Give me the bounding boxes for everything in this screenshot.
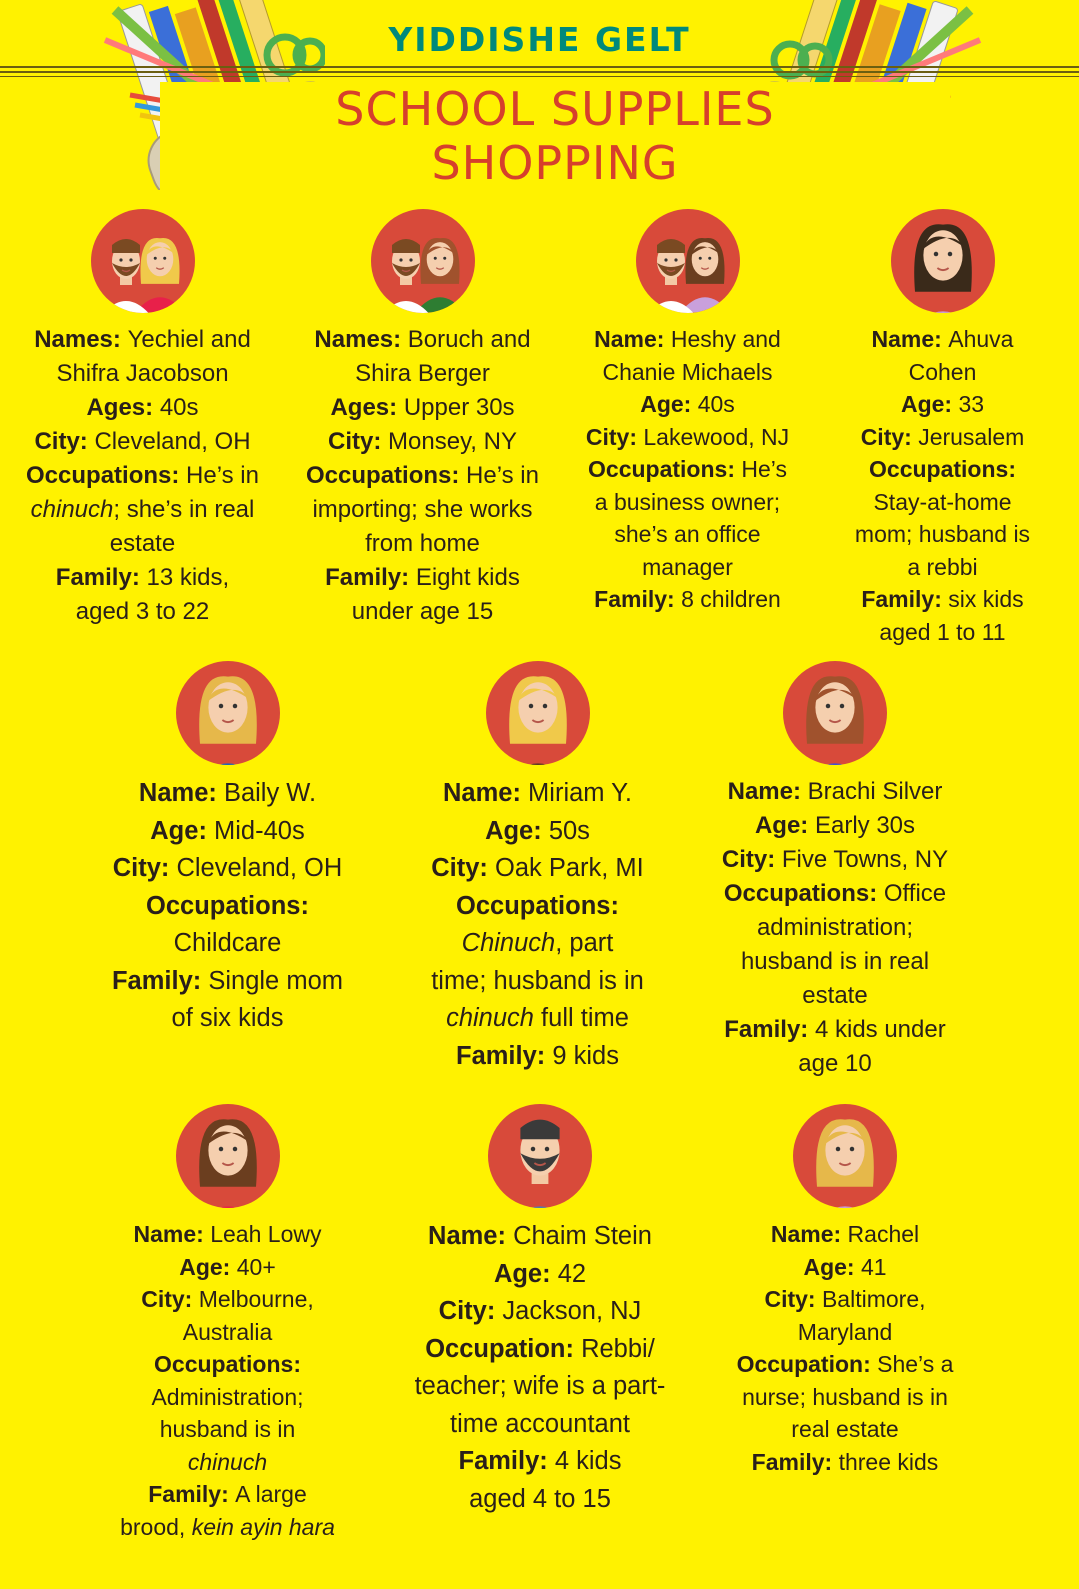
field-value: age 10 [798, 1050, 872, 1077]
field-label: Age: [640, 391, 698, 417]
field-value: Early 30s [814, 812, 916, 839]
profile-line [390, 1331, 690, 1369]
profile-line [290, 323, 555, 357]
couple-avatar-icon [370, 205, 476, 317]
field-value: estate [109, 530, 176, 557]
profile-card [390, 1100, 690, 1518]
field-value: Maryland [797, 1318, 893, 1345]
field-value: Australia [182, 1318, 273, 1345]
field-value: Eight kids [415, 564, 520, 591]
field-label: Age: [900, 391, 959, 417]
field-value: Shira Berger [355, 360, 490, 387]
profile-details [100, 1218, 355, 1543]
field-value: three kids [838, 1448, 939, 1475]
field-value: ; she’s in real [113, 496, 255, 523]
field-value: she’s an office [614, 521, 761, 547]
field-value: 40s [697, 391, 735, 417]
profile-line [90, 963, 365, 1001]
field-label: Name: [770, 1221, 848, 1247]
field-value: Brachi Silver [807, 778, 943, 805]
field-label: Family: [111, 966, 209, 995]
profile-card [90, 657, 365, 1038]
field-value: a rebbi [907, 553, 978, 580]
field-label: Occupations: [456, 891, 619, 920]
field-label: Family: [55, 564, 147, 591]
woman-avatar-icon [175, 1100, 281, 1212]
field-label: City: [860, 423, 919, 450]
field-label: City: [585, 423, 644, 450]
profile-line [90, 925, 365, 963]
profile-line [710, 1348, 980, 1381]
profile-details [90, 775, 365, 1038]
field-label: Occupations: [869, 456, 1016, 482]
profile-line [710, 1218, 980, 1251]
field-value: Melbourne, [198, 1286, 314, 1312]
field-value: Five Towns, NY [781, 846, 949, 873]
profile-line [825, 323, 1060, 356]
field-value: Cleveland, OH [176, 854, 343, 882]
profile-card [570, 205, 805, 616]
profile-line [825, 486, 1060, 519]
field-value: Cohen [908, 358, 977, 385]
profile-line [570, 551, 805, 584]
profile-line [825, 453, 1060, 486]
field-label: City: [112, 854, 177, 882]
field-value: aged 1 to 11 [879, 618, 1006, 645]
field-label: Family: [458, 1447, 555, 1475]
field-value: manager [642, 553, 733, 580]
profile-line [10, 357, 275, 391]
field-value: Jackson, NJ [502, 1297, 642, 1325]
field-label: Age: [493, 1259, 558, 1288]
field-value: husband is in [159, 1416, 296, 1442]
field-value: Rachel [847, 1221, 920, 1247]
profile-line [700, 775, 970, 809]
profile-details [710, 1218, 980, 1478]
profile-line [90, 1000, 365, 1038]
field-value: from home [365, 530, 480, 557]
profile-details [10, 323, 275, 629]
field-label: City: [431, 854, 495, 882]
field-value: 40+ [236, 1253, 276, 1280]
field-value: Leah Lowy [210, 1221, 322, 1247]
field-value: Boruch and [407, 326, 531, 353]
field-label: Occupations: [723, 880, 884, 907]
profile-line [100, 1316, 355, 1349]
field-value: husband is in real [740, 948, 930, 975]
field-value: Jerusalem [918, 423, 1025, 450]
field-label: Family: [148, 1481, 236, 1507]
field-value: Chanie Michaels [602, 358, 773, 385]
profile-line [390, 1443, 690, 1481]
profile-line [290, 595, 555, 629]
field-label: Occupations: [26, 462, 187, 489]
field-value-italic: chinuch [446, 1004, 534, 1032]
profile-line [710, 1381, 980, 1414]
profile-line [390, 1293, 690, 1331]
field-value: 33 [958, 391, 985, 417]
profile-line [90, 775, 365, 813]
field-value: Mid-40s [214, 816, 305, 845]
field-value: 4 kids under [814, 1016, 946, 1043]
woman-avatar-icon [890, 205, 996, 317]
profile-line [700, 979, 970, 1013]
profile-line [100, 1511, 355, 1544]
profile-line [100, 1478, 355, 1511]
profile-line [100, 1381, 355, 1414]
profile-details [390, 1218, 690, 1518]
field-value: six kids [948, 586, 1024, 612]
field-value: Miriam Y. [528, 779, 632, 807]
profile-line [100, 1413, 355, 1446]
woman-avatar-icon [175, 657, 281, 769]
field-value: Ahuva [948, 326, 1014, 352]
profile-line [290, 425, 555, 459]
profile-line [400, 925, 675, 963]
profile-line [290, 527, 555, 561]
field-value: Administration; [151, 1383, 304, 1410]
field-label: Occupations: [154, 1351, 301, 1377]
field-value: Chaim Stein [513, 1222, 652, 1250]
profile-line [290, 357, 555, 391]
field-label: Family: [456, 1041, 553, 1070]
profile-line [570, 388, 805, 421]
profile-card [710, 1100, 980, 1478]
field-value: 9 kids [552, 1041, 619, 1070]
field-value: 42 [557, 1259, 587, 1288]
profile-line [710, 1446, 980, 1479]
profile-line [700, 1013, 970, 1047]
profile-line [290, 391, 555, 425]
profile-card [400, 657, 675, 1075]
field-value: Cleveland, OH [94, 428, 251, 455]
header-rule [0, 71, 1079, 73]
profile-line [825, 518, 1060, 551]
profile-line [700, 843, 970, 877]
profile-line [570, 323, 805, 356]
profile-line [10, 595, 275, 629]
profile-line [100, 1218, 355, 1251]
field-value: He’s in [466, 462, 539, 489]
profile-line [390, 1481, 690, 1519]
profile-card [10, 205, 275, 629]
field-value: of six kids [171, 1004, 284, 1032]
profile-line [90, 888, 365, 926]
profile-line [570, 583, 805, 616]
field-value: under age 15 [351, 598, 494, 625]
field-label: Names: [34, 326, 128, 353]
field-value: brood, [120, 1513, 192, 1540]
profile-line [710, 1316, 980, 1349]
field-label: City: [438, 1297, 503, 1325]
man-avatar-icon [487, 1100, 593, 1212]
profile-line [400, 963, 675, 1001]
profile-line [10, 493, 275, 527]
field-value: time; husband is in [431, 966, 644, 995]
profile-line [390, 1368, 690, 1406]
field-value: 40s [159, 394, 199, 421]
profile-line [825, 583, 1060, 616]
field-value: Heshy and [670, 326, 781, 352]
header-rule [0, 76, 1079, 77]
field-value: Office [883, 880, 947, 907]
profile-line [290, 561, 555, 595]
field-value-italic: kein ayin hara [191, 1513, 335, 1540]
field-value: Baily W. [223, 779, 317, 807]
profile-details [570, 323, 805, 616]
field-value: Lakewood, NJ [643, 423, 790, 450]
field-label: City: [328, 428, 389, 455]
profile-line [10, 459, 275, 493]
field-label: City: [141, 1286, 199, 1312]
profile-line [10, 527, 275, 561]
field-label: City: [34, 428, 95, 455]
field-value: Childcare [173, 929, 282, 957]
field-value: Monsey, NY [388, 428, 517, 455]
field-label: Name: [594, 326, 671, 352]
field-value: 41 [860, 1253, 887, 1280]
profile-line [400, 888, 675, 926]
field-value: Shifra Jacobson [56, 360, 229, 387]
profile-line [290, 493, 555, 527]
section-kicker: YIDDISHE GELT [388, 20, 691, 59]
field-value: administration; [756, 914, 914, 941]
field-label: Occupation: [736, 1351, 878, 1377]
field-label: Occupations: [588, 456, 742, 482]
field-value-italic: Chinuch [461, 929, 556, 957]
page-title [160, 82, 950, 190]
profile-line [100, 1348, 355, 1381]
profile-line [390, 1218, 690, 1256]
profile-line [400, 850, 675, 888]
profile-line [100, 1251, 355, 1284]
field-value: importing; she works [312, 496, 533, 523]
field-label: Age: [803, 1253, 861, 1280]
field-value: full time [533, 1004, 629, 1032]
field-value-italic: chinuch [187, 1448, 268, 1475]
woman-avatar-icon [792, 1100, 898, 1212]
field-label: Family: [751, 1448, 839, 1475]
profile-line [90, 850, 365, 888]
profile-card [825, 205, 1060, 648]
profile-line [825, 388, 1060, 421]
profile-card [100, 1100, 355, 1543]
profile-line [700, 809, 970, 843]
field-label: Ages: [86, 394, 160, 421]
field-value: Yechiel and [127, 326, 251, 353]
couple-avatar-icon [635, 205, 741, 317]
header [0, 0, 1079, 200]
field-label: City: [764, 1286, 822, 1312]
field-value: a business owner; [594, 488, 781, 515]
field-value: Single mom [208, 966, 343, 995]
profile-line [570, 518, 805, 551]
field-value: aged 4 to 15 [469, 1484, 611, 1513]
field-value: A large [235, 1481, 307, 1507]
field-label: Age: [485, 816, 549, 845]
profile-line [400, 1038, 675, 1076]
field-value: Stay-at-home [873, 488, 1012, 515]
profile-line [10, 561, 275, 595]
title-line: SHOPPING [431, 136, 679, 190]
profile-line [100, 1283, 355, 1316]
profile-line [710, 1251, 980, 1284]
profile-details [400, 775, 675, 1075]
profile-line [10, 425, 275, 459]
field-label: Occupations: [306, 462, 467, 489]
field-value-italic: chinuch [30, 496, 114, 523]
field-value: She’s a [877, 1351, 954, 1377]
field-label: Name: [428, 1222, 514, 1250]
field-value: nurse; husband is in [742, 1383, 948, 1410]
woman-avatar-icon [782, 657, 888, 769]
field-value: Baltimore, [821, 1286, 926, 1312]
profile-details [700, 775, 970, 1081]
field-value: 8 children [681, 586, 781, 612]
field-label: Name: [443, 779, 529, 807]
field-label: Name: [138, 779, 224, 807]
profile-line [825, 356, 1060, 389]
field-label: Age: [754, 812, 815, 839]
field-label: Name: [727, 778, 808, 805]
profile-line [10, 323, 275, 357]
profile-line [700, 911, 970, 945]
field-label: City: [721, 846, 782, 873]
field-value: He’s in [186, 462, 259, 489]
profile-line [400, 775, 675, 813]
field-label: Name: [133, 1221, 211, 1247]
title-line: SCHOOL SUPPLIES [335, 82, 775, 136]
profile-line [390, 1406, 690, 1444]
field-label: Occupations: [146, 891, 309, 920]
profile-line [700, 1047, 970, 1081]
field-label: Names: [314, 326, 408, 353]
field-label: Age: [150, 816, 215, 845]
profile-line [825, 616, 1060, 649]
field-value: Rebbi/ [581, 1334, 655, 1363]
profile-line [390, 1256, 690, 1294]
profile-details [290, 323, 555, 629]
field-value: Oak Park, MI [494, 854, 644, 882]
field-value: time accountant [449, 1409, 631, 1438]
field-label: Ages: [330, 394, 404, 421]
field-label: Age: [179, 1253, 237, 1280]
profile-line [570, 453, 805, 486]
profile-line [90, 813, 365, 851]
header-rule [0, 66, 1079, 68]
field-value: He’s [741, 456, 787, 482]
field-value: 50s [548, 816, 590, 845]
field-label: Name: [871, 326, 949, 352]
profile-line [10, 391, 275, 425]
profile-line [710, 1283, 980, 1316]
field-value: real estate [791, 1416, 899, 1442]
field-value: mom; husband is [854, 521, 1031, 547]
profile-card [700, 657, 970, 1081]
profile-line [570, 356, 805, 389]
couple-avatar-icon [90, 205, 196, 317]
field-value: , part [555, 929, 614, 957]
profile-line [825, 421, 1060, 454]
profile-line [825, 551, 1060, 584]
field-value: 13 kids, [146, 564, 230, 591]
profile-line [700, 945, 970, 979]
profile-line [100, 1446, 355, 1479]
field-label: Family: [861, 586, 949, 612]
profile-line [570, 486, 805, 519]
field-value: 4 kids [554, 1447, 622, 1475]
field-value: teacher; wife is a part- [414, 1372, 666, 1400]
field-value: aged 3 to 22 [75, 598, 210, 625]
profile-line [570, 421, 805, 454]
profile-line [400, 1000, 675, 1038]
profile-line [700, 877, 970, 911]
field-value: estate [802, 982, 868, 1009]
field-label: Family: [594, 586, 682, 612]
profile-card [290, 205, 555, 629]
field-label: Occupation: [425, 1334, 582, 1363]
field-label: Family: [724, 1016, 815, 1043]
field-label: Family: [325, 564, 416, 591]
field-value: Upper 30s [403, 394, 515, 421]
profile-line [710, 1413, 980, 1446]
profile-line [400, 813, 675, 851]
profile-details [825, 323, 1060, 648]
profile-line [290, 459, 555, 493]
woman-avatar-icon [485, 657, 591, 769]
